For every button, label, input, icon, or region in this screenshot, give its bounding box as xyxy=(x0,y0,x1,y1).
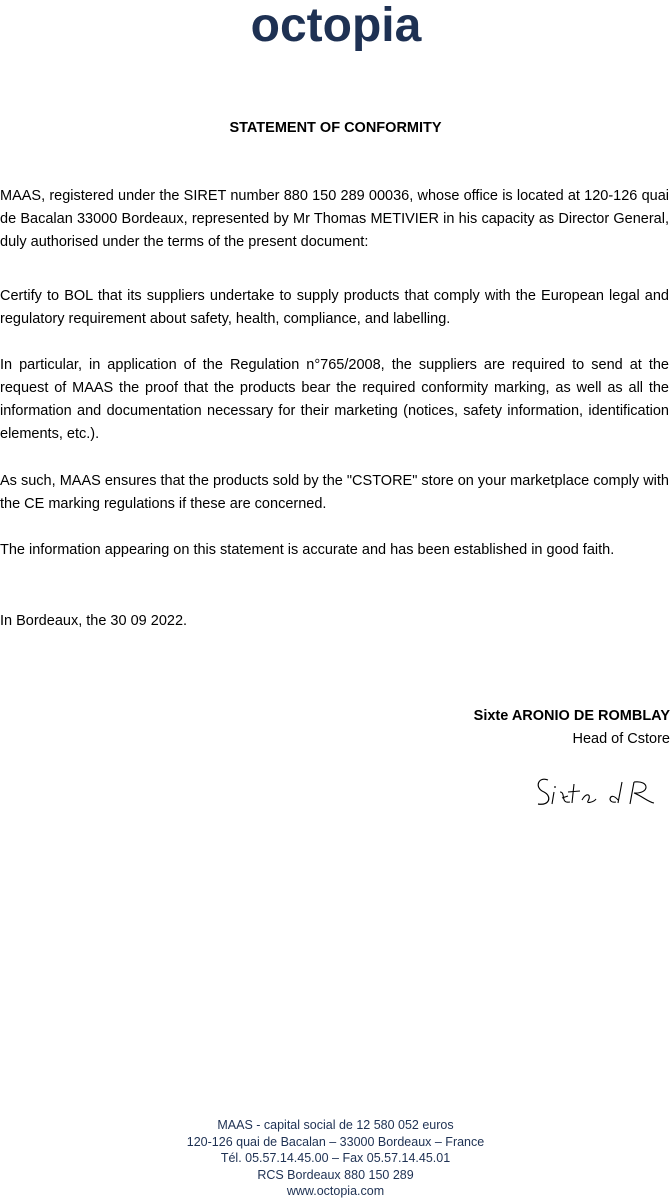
paragraph-regulation: In particular, in application of the Regulation n°765/2008, the suppliers are required to send at the request of MAAS the proof that the products bear the required conformity marking, as well as all the information and documentation necessary for their marketing (notices, safety information, identification elements, etc.). xyxy=(0,357,669,442)
document-title: STATEMENT OF CONFORMITY xyxy=(229,120,442,136)
paragraph-ce-marking: As such, MAAS ensures that the products sold by the "CSTORE" store on your marketplace comply with the CE marking regulations if these are concerned. xyxy=(0,473,669,512)
footer-rcs: RCS Bordeaux 880 150 289 xyxy=(257,1167,414,1182)
paragraph-intro: MAAS, registered under the SIRET number 880 150 289 00036, whose office is located at 120-126 quai de Bacalan 33000 Bordeaux, represented by Mr Thomas METIVIER in his capacity as Director General, duly authorised under the terms of the present document: xyxy=(0,188,669,250)
footer-website[interactable]: www.octopia.com xyxy=(286,1184,385,1198)
place-and-date: In Bordeaux, the 30 09 2022. xyxy=(0,613,188,629)
footer-capital: MAAS - capital social de 12 580 052 euros xyxy=(217,1118,454,1132)
signatory-role: Head of Cstore xyxy=(572,731,670,747)
signatory-name: Sixte ARONIO DE ROMBLAY xyxy=(473,708,670,724)
footer xyxy=(0,1117,671,1200)
paragraph-good-faith: The information appearing on this statement is accurate and has been established in good faith. xyxy=(0,542,615,558)
logo-text: octopia xyxy=(250,0,421,52)
paragraph-certify: Certify to BOL that its suppliers undertake to supply products that comply with the European legal and regulatory requirement about safety, health, compliance, and labelling. xyxy=(0,288,669,327)
footer-address: 120-126 quai de Bacalan – 33000 Bordeaux – France xyxy=(186,1134,485,1149)
octopia-logo xyxy=(0,0,671,56)
footer-phone-fax: Tél. 05.57.14.45.00 – Fax 05.57.14.45.01 xyxy=(220,1151,451,1165)
handwritten-signature xyxy=(530,770,670,815)
